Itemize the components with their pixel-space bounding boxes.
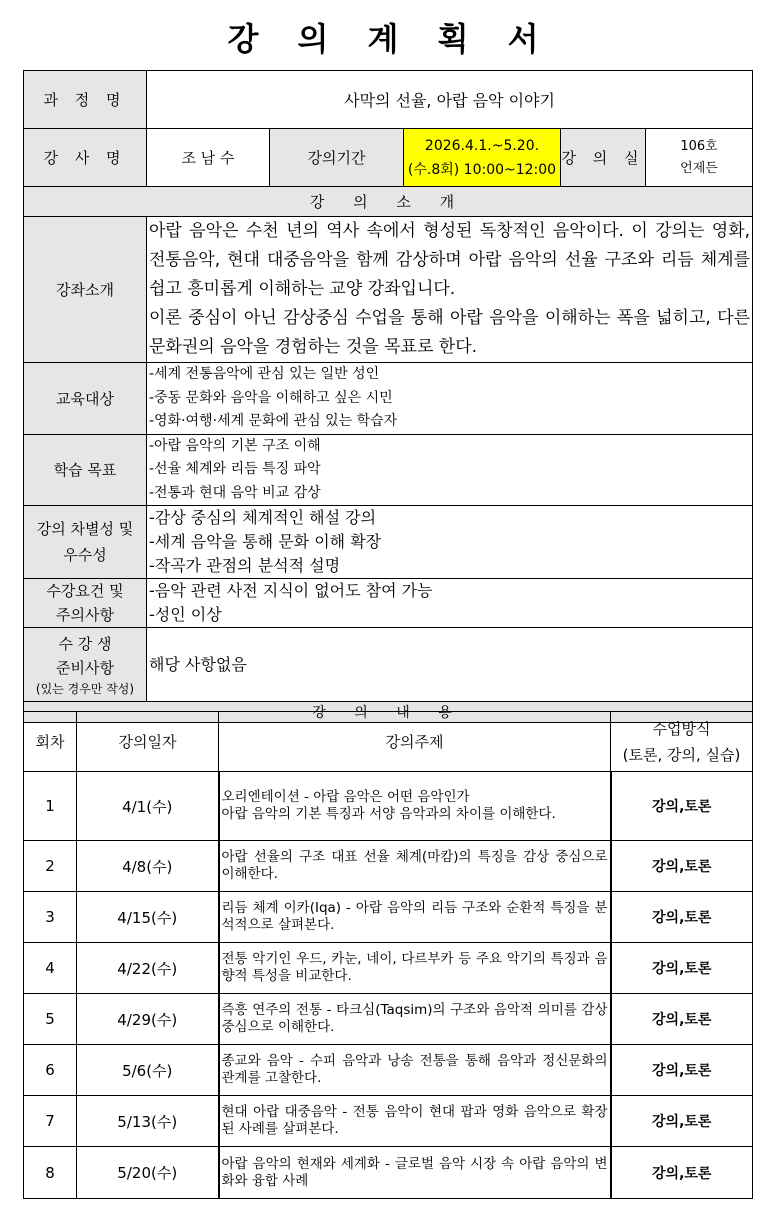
list-item: -작곡가 관점의 분석적 설명 [149, 556, 341, 575]
intro-section-title: 강 의 소 개 [24, 187, 753, 217]
session-date: 4/1(수) [77, 772, 219, 841]
diff-label-line-1: 강의 차별성 및 [36, 520, 134, 538]
table-row [24, 1045, 753, 1096]
prep-label-note: (있는 경우만 작성) [35, 681, 135, 696]
session-no: 8 [24, 1147, 77, 1199]
info-table [23, 70, 753, 723]
room-value [646, 129, 753, 187]
session-topic: 아랍 음악의 현재와 세계화 - 글로벌 음악 시장 속 아랍 음악의 변화와 융합 사례 [219, 1147, 611, 1199]
prep-text: 해당 사항없음 [147, 628, 753, 702]
session-date: 4/8(수) [77, 841, 219, 892]
table-row [24, 892, 753, 943]
diff-label [24, 506, 147, 579]
session-topic: 오리엔테이션 - 아랍 음악은 어떤 음악인가 아랍 음악의 기본 특징과 서양 음악과의 차이를 이해한다. [219, 772, 611, 841]
req-label-line-1: 수강요건 및 [46, 582, 124, 600]
session-topic: 아랍 선율의 구조 대표 선율 체계(마캄)의 특징을 감상 중심으로 이해한다. [219, 841, 611, 892]
session-method: 강의,토론 [611, 841, 753, 892]
table-row [24, 1096, 753, 1147]
list-item: -세계 전통음악에 관심 있는 일반 성인 [149, 366, 380, 382]
session-method: 강의,토론 [611, 892, 753, 943]
session-no: 3 [24, 892, 77, 943]
session-method: 강의,토론 [611, 772, 753, 841]
table-row [24, 1147, 753, 1199]
target-label: 교육대상 [24, 363, 147, 435]
session-date: 4/15(수) [77, 892, 219, 943]
list-item: -선율 체계와 리듬 특징 파악 [149, 461, 321, 477]
session-method: 강의,토론 [611, 994, 753, 1045]
session-date: 5/13(수) [77, 1096, 219, 1147]
room-note: 언제든 [680, 160, 718, 176]
table-row [24, 772, 753, 841]
document-title: 강 의 계 획 서 [227, 20, 553, 58]
col-method-header [611, 712, 753, 772]
course-name: 사막의 선율, 아랍 음악 이야기 [147, 71, 753, 129]
session-date: 4/22(수) [77, 943, 219, 994]
session-no: 2 [24, 841, 77, 892]
col-topic-header: 강의주제 [219, 712, 611, 772]
session-method: 강의,토론 [611, 1096, 753, 1147]
course-intro-paragraph-1: 아랍 음악은 수천 년의 역사 속에서 형성된 독창적인 음악이다. 이 강의는 영화, 전통음악, 현대 대중음악을 함께 감상하며 아랍 음악의 선율 구조와 리듬 체계를 쉽고 흥미롭게 이해하는 교양 강좌입니다. [149, 221, 751, 299]
req-label-line-2: 주의사항 [56, 606, 114, 624]
goal-label: 학습 목표 [24, 434, 147, 506]
prep-label [24, 628, 147, 702]
session-method: 강의,토론 [611, 943, 753, 994]
table-row [24, 841, 753, 892]
goal-list [147, 434, 753, 506]
session-no: 1 [24, 772, 77, 841]
prep-label-line-1: 수 강 생 [58, 634, 112, 653]
list-item: -중동 문화와 음악을 이해하고 싶은 시민 [149, 389, 393, 406]
diff-label-line-2: 우수성 [63, 546, 107, 564]
session-topic: 전통 악기인 우드, 카눈, 네이, 다르부카 등 주요 악기의 특징과 음향적 특성을 비교한다. [219, 943, 611, 994]
course-intro-paragraph-2: 이론 중심이 아닌 감상중심 수업을 통해 아랍 음악을 이해하는 폭을 넓히고, 다른 문화권의 음악을 경험하는 것을 목표로 한다. [149, 308, 751, 357]
col-method-title: 수업방식 [652, 719, 711, 738]
session-date: 5/6(수) [77, 1045, 219, 1096]
session-no: 6 [24, 1045, 77, 1096]
schedule-table [23, 711, 753, 1199]
req-label [24, 579, 147, 628]
session-topic: 리듬 체계 이카(Iqa) - 아랍 음악의 리듬 구조와 순환적 특징을 분석적으로 살펴본다. [219, 892, 611, 943]
session-no: 5 [24, 994, 77, 1045]
list-item: -아랍 음악의 기본 구조 이해 [149, 437, 321, 454]
col-method-sub: (토론, 강의, 실습) [622, 745, 741, 764]
list-item: -감상 중심의 체계적인 해설 강의 [149, 508, 377, 527]
list-item: -성인 이상 [149, 605, 222, 624]
session-date: 5/20(수) [77, 1147, 219, 1199]
list-item: -전통과 현대 음악 비교 감상 [149, 484, 321, 501]
req-list [147, 579, 753, 628]
prep-label-line-2: 준비사항 [56, 658, 114, 677]
col-date-header: 강의일자 [77, 712, 219, 772]
list-item: -세계 음악을 통해 문화 이해 확장 [149, 532, 382, 551]
instructor-label: 강 사 명 [24, 129, 147, 187]
period-label: 강의기간 [270, 129, 404, 187]
schedule-section-title: 강 의 내 용 [24, 702, 753, 723]
diff-list [147, 506, 753, 579]
room-number: 106호 [680, 138, 718, 154]
session-no: 4 [24, 943, 77, 994]
session-method: 강의,토론 [611, 1147, 753, 1199]
session-no: 7 [24, 1096, 77, 1147]
period-dates: 2026.4.1.~5.20. [424, 137, 540, 154]
table-row [24, 943, 753, 994]
room-label: 강 의 실 [561, 129, 646, 187]
list-item: -음악 관련 사전 지식이 없어도 참여 가능 [149, 581, 433, 600]
session-date: 4/29(수) [77, 994, 219, 1045]
col-no-header: 회차 [24, 712, 77, 772]
session-topic: 현대 아랍 대중음악 - 전통 음악이 현대 팝과 영화 음악으로 확장된 사례를 살펴본다. [219, 1096, 611, 1147]
session-topic: 종교와 음악 - 수피 음악과 낭송 전통을 통해 음악과 정신문화의 관계를 고찰한다. [219, 1045, 611, 1096]
course-intro-label: 강좌소개 [24, 217, 147, 363]
session-method: 강의,토론 [611, 1045, 753, 1096]
period-value [404, 129, 561, 187]
table-row [24, 994, 753, 1045]
course-label: 과 정 명 [24, 71, 147, 129]
target-list [147, 363, 753, 435]
course-intro-text [147, 217, 753, 363]
session-topic: 즉흥 연주의 전통 - 타크심(Taqsim)의 구조와 음악적 의미를 감상 중심으로 이해한다. [219, 994, 611, 1045]
instructor-name: 조 남 수 [147, 129, 270, 187]
period-times: (수.8회) 10:00~12:00 [407, 161, 557, 178]
list-item: -영화·여행·세계 문화에 관심 있는 학습자 [149, 413, 398, 429]
